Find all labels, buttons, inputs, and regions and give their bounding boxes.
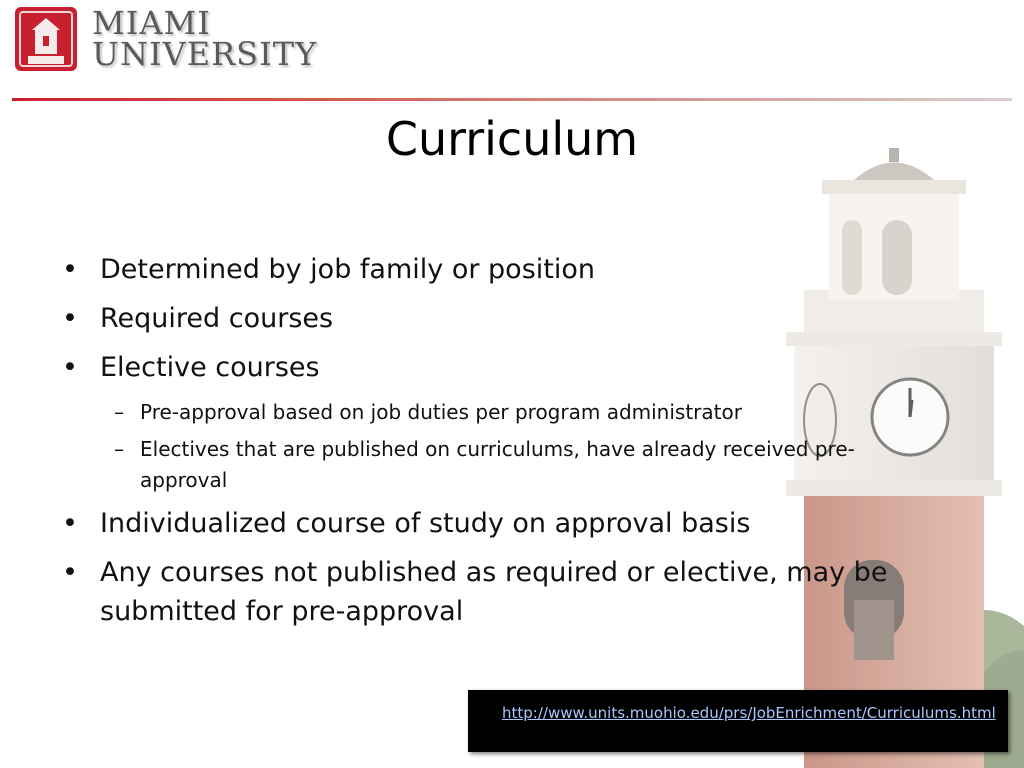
logo-wordmark	[92, 4, 318, 73]
logo-line1: MIAMI	[92, 4, 211, 42]
seal-icon	[14, 6, 78, 72]
slide-body	[58, 250, 918, 641]
bullet-item: • Determined by job family or position	[58, 250, 918, 289]
bullet-item: • Any courses not published as required or elective, may be submitted for pre-approval	[58, 553, 918, 631]
logo-line2: UNIVERSITY	[92, 35, 318, 73]
url-box	[468, 690, 1008, 752]
header-rule	[12, 98, 1012, 101]
sub-bullet-item: – Electives that are published on curriculums, have already received pre-approval	[58, 434, 918, 496]
bullet-item: • Required courses	[58, 299, 918, 338]
curriculum-link[interactable]: http://www.units.muohio.edu/prs/JobEnrichment/Curriculums.html	[502, 704, 996, 722]
bullet-item: • Elective courses	[58, 348, 918, 387]
university-logo	[14, 4, 318, 76]
sub-bullet-item: – Pre-approval based on job duties per program administrator	[58, 397, 918, 428]
slide-title: Curriculum	[385, 112, 639, 166]
bullet-item: • Individualized course of study on approval basis	[58, 504, 918, 543]
